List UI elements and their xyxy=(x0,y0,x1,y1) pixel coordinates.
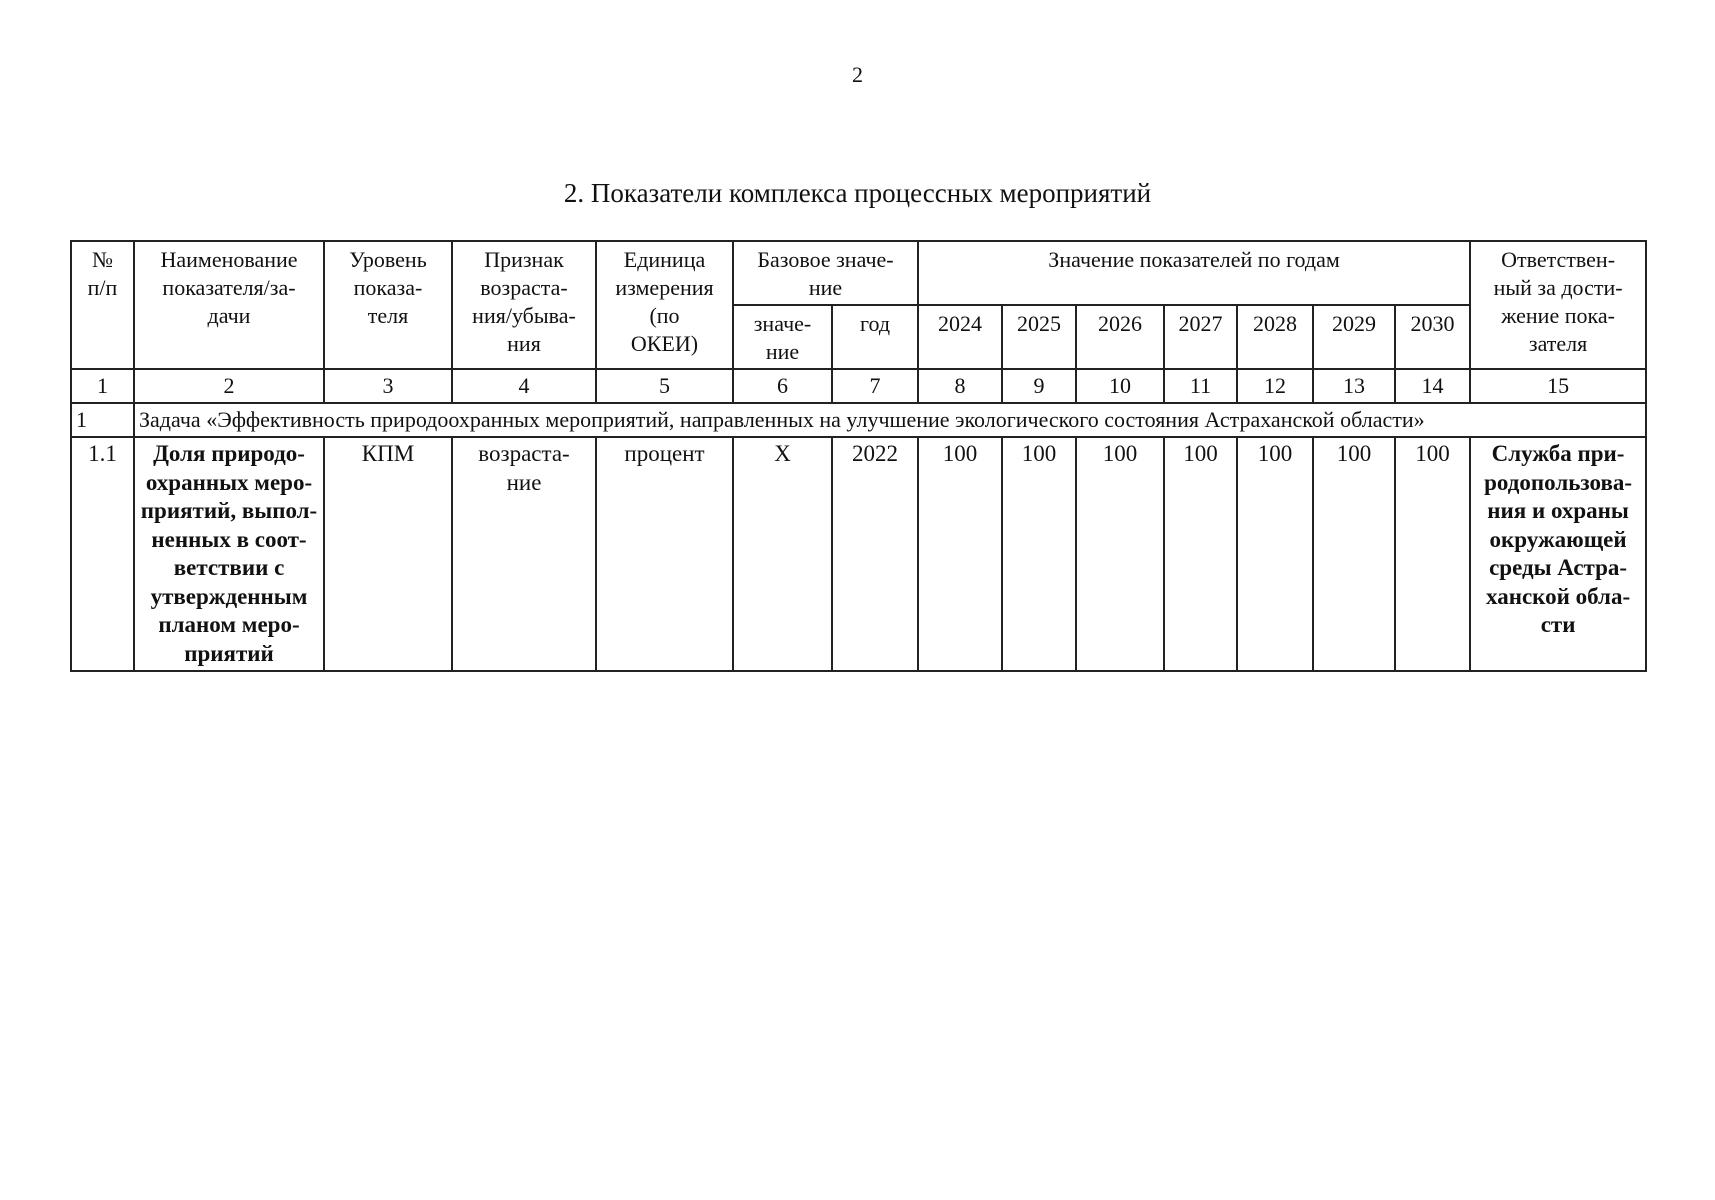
header-responsible: Ответствен- ный за дости- жение пока- зателя xyxy=(1470,241,1646,369)
column-number: 11 xyxy=(1164,369,1237,403)
header-year: 2026 xyxy=(1076,305,1164,369)
column-number: 12 xyxy=(1237,369,1313,403)
header-base: Базовое значе- ние xyxy=(733,241,918,305)
year-value: 100 xyxy=(1237,437,1313,671)
table-row xyxy=(71,437,1646,671)
header-trend: Признак возраста- ния/убыва- ния xyxy=(452,241,596,369)
row-number: 1.1 xyxy=(71,437,134,671)
header-year: 2025 xyxy=(1002,305,1076,369)
indicator-trend: возраста- ние xyxy=(452,437,596,671)
document-title: 2. Показатели комплекса процессных мероприятий xyxy=(563,178,1152,208)
header-year: 2029 xyxy=(1313,305,1395,369)
header-year: 2030 xyxy=(1395,305,1470,369)
column-number: 4 xyxy=(452,369,596,403)
base-year: 2022 xyxy=(832,437,918,671)
indicator-name: Доля природо- охранных меро- приятий, выпол- ненных в соот- ветствии с утвержденным планом меро- приятий xyxy=(134,437,324,671)
column-number: 15 xyxy=(1470,369,1646,403)
task-number: 1 xyxy=(71,403,134,437)
task-row xyxy=(71,403,1646,437)
header-year: 2028 xyxy=(1237,305,1313,369)
header-number: № п/п xyxy=(71,241,134,369)
header-year: 2027 xyxy=(1164,305,1237,369)
header-base-year: год xyxy=(832,305,918,369)
column-number: 5 xyxy=(596,369,733,403)
header-name: Наименование показателя/за- дачи xyxy=(134,241,324,369)
column-number: 8 xyxy=(918,369,1002,403)
column-number: 9 xyxy=(1002,369,1076,403)
column-number: 6 xyxy=(733,369,832,403)
year-value: 100 xyxy=(1076,437,1164,671)
year-value: 100 xyxy=(1002,437,1076,671)
column-number: 2 xyxy=(134,369,324,403)
column-number: 14 xyxy=(1395,369,1470,403)
header-base-value: значе- ние xyxy=(733,305,832,369)
base-value: Х xyxy=(733,437,832,671)
year-value: 100 xyxy=(918,437,1002,671)
year-value: 100 xyxy=(1313,437,1395,671)
responsible-party: Служба при- родопользова- ния и охраны окружающей среды Астра- ханской обла- сти xyxy=(1470,437,1646,671)
header-years-group: Значение показателей по годам xyxy=(918,241,1470,305)
column-number: 3 xyxy=(324,369,452,403)
indicator-level: КПМ xyxy=(324,437,452,671)
column-number: 10 xyxy=(1076,369,1164,403)
header-unit: Единица измерения (по ОКЕИ) xyxy=(596,241,733,369)
year-value: 100 xyxy=(1395,437,1470,671)
indicators-table xyxy=(70,240,1647,672)
column-number-row xyxy=(71,369,1646,403)
column-number: 13 xyxy=(1313,369,1395,403)
header-row-1 xyxy=(71,241,1646,305)
column-number: 7 xyxy=(832,369,918,403)
task-text: Задача «Эффективность природоохранных мероприятий, направленных на улучшение экологического состояния Астраханской области» xyxy=(134,403,1646,437)
header-level: Уровень показа- теля xyxy=(324,241,452,369)
year-value: 100 xyxy=(1164,437,1237,671)
column-number: 1 xyxy=(71,369,134,403)
header-year: 2024 xyxy=(918,305,1002,369)
indicator-unit: процент xyxy=(596,437,733,671)
page-number: 2 xyxy=(852,62,863,87)
